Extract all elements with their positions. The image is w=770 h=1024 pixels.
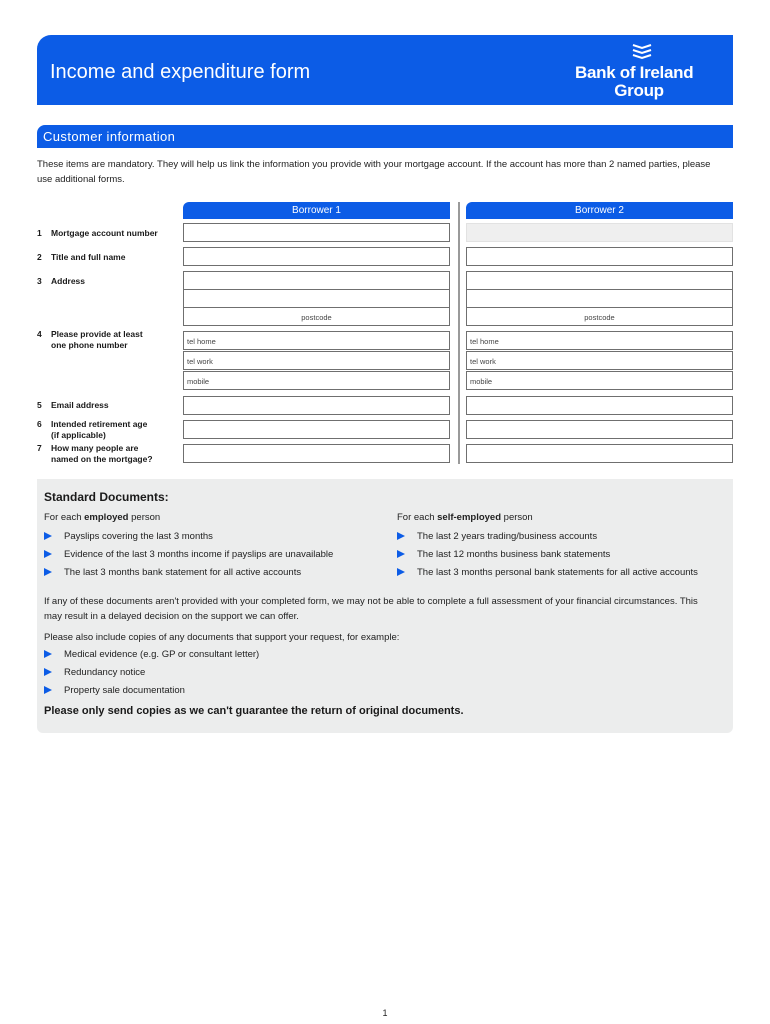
form-title: Income and expenditure form [50,61,311,83]
borrower2-postcode-field[interactable] [466,307,733,326]
borrower1-address-line2[interactable] [183,289,450,308]
arrow-bullet-icon [397,532,405,540]
borrower1-name-field[interactable] [183,247,450,266]
arrow-bullet-icon [397,550,405,558]
row-label-retirement-age: 6 Intended retirement age (if applicable) [37,419,148,440]
borrower2-tel-work-field[interactable] [466,351,733,370]
self-employed-heading: For each self-employed person [397,512,533,523]
form-header [37,35,733,105]
borrower1-address-line1[interactable] [183,271,450,290]
standard-documents-panel: Standard Documents: For each employed person For each self-employed person Payslips covering the last 3 months Evidence of the last 3 months income if payslips are unavailable The last 3 months bank statement for all active accounts The last 2 years trading/business accounts The last 12 months business bank statements The last 3 months personal bank statements for all active accounts If any of these documents aren't provided with your completed form, we may not be able to complete a full assessment of your financial circumstances. This may result in a delayed decision on the support we can offer. Please also include copies of any documents that support your request, for example: Medical evidence (e.g. GP or consultant letter) Redundancy notice Property sale documentation Please only send copies as we can't guarantee the return of original documents. [37,479,733,733]
column-divider [458,202,460,464]
mobile-label: mobile [470,377,493,386]
postcode-label: postcode [301,313,332,322]
arrow-bullet-icon [44,568,52,576]
borrower2-email-field[interactable] [466,396,733,415]
row-label-people-on-mortgage: 7 How many people are named on the mortgage? [37,443,153,464]
borrower2-mortgage-account-field [466,223,733,242]
employed-heading: For each employed person [44,512,161,523]
borrower1-postcode-field[interactable] [183,307,450,326]
tel-home-label: tel home [470,337,499,346]
postcode-label: postcode [584,313,615,322]
logo-text-group: Group [614,81,664,100]
borrower2-tel-home-field[interactable] [466,331,733,350]
section-header-customer-information [37,125,733,148]
row-label-title-name: 2 Title and full name [37,252,126,262]
arrow-bullet-icon [44,686,52,694]
documents-warning: If any of these documents aren't provided with your completed form, we may not be able to complete a full assessment of your financial circumstances. This may result in a delayed decision on the support we can offer. [44,596,698,622]
page-number: 1 [382,1008,388,1018]
documents-also-include: Please also include copies of any documents that support your request, for example: [44,632,400,643]
tel-work-label: tel work [187,357,213,366]
borrower2-retirement-age-field[interactable] [466,420,733,439]
borrower1-tel-home-field[interactable] [183,331,450,350]
tel-home-label: tel home [187,337,216,346]
borrower2-address-line2[interactable] [466,289,733,308]
section-title: Customer information [43,129,176,144]
borrower1-mobile-field[interactable] [183,371,450,390]
borrower1-email-field[interactable] [183,396,450,415]
row-label-address: 3 Address [37,276,86,286]
borrower2-mobile-field[interactable] [466,371,733,390]
boi-tree-mark-icon [631,43,653,61]
borrower1-people-count-field[interactable] [183,444,450,463]
mobile-label: mobile [187,377,210,386]
borrower1-mortgage-account-field[interactable] [183,223,450,242]
bank-logo [575,41,720,101]
borrower2-address-line1[interactable] [466,271,733,290]
column-header-borrower-1: Borrower 1 [183,202,450,219]
documents-title: Standard Documents: [44,490,169,504]
arrow-bullet-icon [44,668,52,676]
borrower1-retirement-age-field[interactable] [183,420,450,439]
borrower2-people-count-field[interactable] [466,444,733,463]
arrow-bullet-icon [44,650,52,658]
row-label-email: 5 Email address [37,400,109,410]
section-intro: These items are mandatory. They will help us link the information you provide with your mortgage account. If the account has more than 2 named parties, please use additional forms. [37,159,711,185]
arrow-bullet-icon [44,532,52,540]
arrow-bullet-icon [397,568,405,576]
documents-final-note: Please only send copies as we can't guarantee the return of original documents. [44,705,464,717]
row-label-phone: 4 Please provide at least one phone number [37,329,143,350]
borrower2-name-field[interactable] [466,247,733,266]
borrower1-tel-work-field[interactable] [183,351,450,370]
column-header-borrower-2: Borrower 2 [466,202,733,219]
tel-work-label: tel work [470,357,496,366]
arrow-bullet-icon [44,550,52,558]
row-label-mortgage-account: 1 Mortgage account number [37,228,158,238]
logo-text-bank-of-ireland: Bank of Ireland [575,63,694,82]
